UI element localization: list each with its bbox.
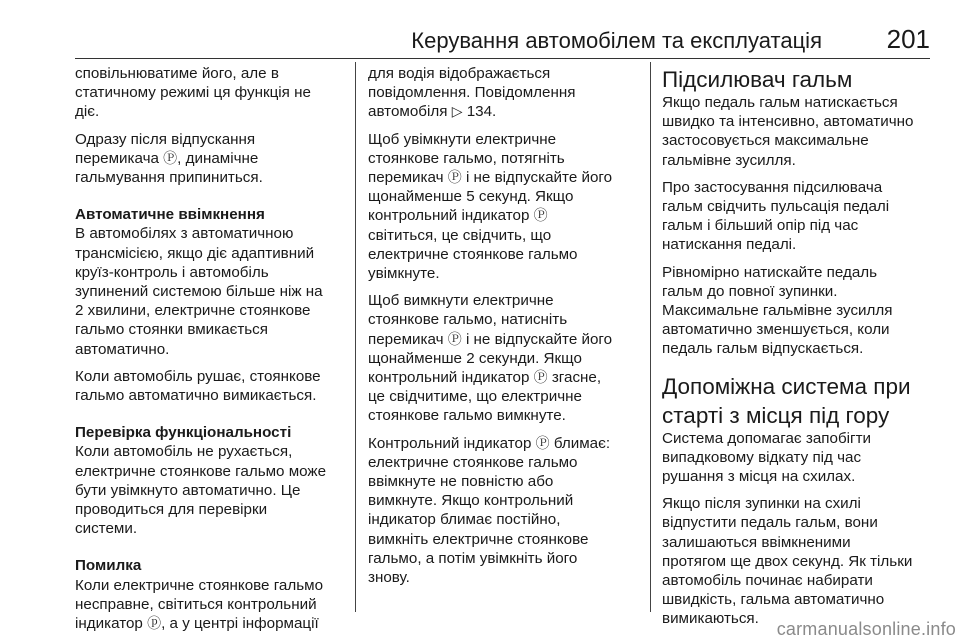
- text-line: Щоб увімкнути електричне: [368, 130, 557, 148]
- text-line: щонайменше 5 секунд. Якщо: [368, 188, 574, 206]
- text-span: і не відпускайте його: [461, 169, 613, 187]
- page-number: 201: [886, 24, 930, 54]
- text-line: зупинений системою більше ніж на: [75, 283, 323, 301]
- paragraph: [368, 64, 636, 122]
- section-fault: [75, 556, 347, 633]
- text-line: Коли автомобіль не рухається,: [75, 443, 293, 461]
- text-line: для водія відображається: [368, 65, 551, 82]
- text-line: вимкнуте. Якщо контрольний: [368, 492, 574, 510]
- paragraph: [662, 93, 934, 170]
- text-line: автоматично.: [75, 340, 170, 358]
- text-line: бути увімкнуто автоматично. Це: [75, 481, 301, 499]
- text-line: повідомлення. Повідомлення: [368, 84, 576, 102]
- parking-brake-icon: Ⓟ: [533, 369, 548, 386]
- text-line: Рівномірно натискайте педаль: [662, 263, 878, 281]
- paragraph: [368, 291, 636, 425]
- column-3: [662, 64, 934, 637]
- text-line: системи.: [75, 520, 138, 538]
- text-span: , динамічне: [177, 149, 259, 167]
- text-line: протягом ще двох секунд. Як тільки: [662, 552, 913, 570]
- section-heading: Автоматичне ввімкнення: [75, 206, 265, 224]
- paragraph: [368, 434, 636, 588]
- text-line: стоянкове гальмо, натисніть: [368, 311, 568, 329]
- text-line: Одразу після відпускання: [75, 130, 256, 148]
- paragraph: [75, 130, 347, 188]
- text-line: гальмівне зусилля.: [662, 151, 796, 169]
- text-line: Якщо педаль гальм натискається: [662, 94, 898, 111]
- text-line: автоматично зменшується, коли: [662, 321, 890, 339]
- column-separator: [650, 62, 651, 612]
- text-line: статичному режимі ця функція не: [75, 84, 311, 102]
- text-line: [75, 149, 347, 168]
- text-line: діє.: [75, 103, 100, 121]
- text-line: Система допомагає запобігти: [662, 429, 872, 447]
- header-title: Керування автомобілем та експлуатація: [411, 28, 822, 53]
- text-span: індикатор: [75, 615, 148, 633]
- brake-fault-icon: ⓟ: [147, 615, 162, 632]
- text-line: електричне стоянкове гальмо: [368, 245, 578, 263]
- text-line: В автомобілях з автоматичною: [75, 225, 294, 243]
- text-line: [368, 434, 636, 453]
- text-line: автомобіль починає набирати: [662, 572, 873, 590]
- text-line: [368, 102, 636, 121]
- text-span: Контрольний індикатор: [368, 434, 536, 452]
- text-span: автомобіля: [368, 103, 452, 121]
- paragraph: [662, 178, 934, 255]
- text-line: це свідчитиме, що електричне: [368, 388, 582, 406]
- column-1: [75, 64, 347, 641]
- text-line: стоянкове гальмо, потягніть: [368, 149, 565, 167]
- text-line: відпустити педаль гальм, вони: [662, 514, 878, 532]
- text-line: педаль гальм відпускається.: [662, 340, 864, 358]
- text-line: електричне стоянкове гальмо може: [75, 462, 327, 480]
- text-line: гальм свідчить пульсація педалі: [662, 198, 890, 216]
- text-line: застосовується максимальне: [662, 132, 869, 150]
- text-line: натискання педалі.: [662, 236, 797, 254]
- section-heading: Помилка: [75, 557, 142, 575]
- paragraph: [662, 429, 934, 487]
- text-line: стоянкове гальмо вимкнуте.: [368, 407, 566, 425]
- text-line: увімкнуте.: [368, 265, 440, 283]
- section-heading: Перевірка функціональності: [75, 424, 292, 442]
- text-span: і не відпускайте його: [461, 330, 613, 348]
- text-span: перемикач: [368, 330, 448, 348]
- text-line: круїз-контроль і автомобіль: [75, 263, 269, 281]
- section-function-check: [75, 423, 347, 538]
- text-line: ввімкнуте не повністю або: [368, 473, 554, 491]
- watermark: carmanualsonline.info: [776, 619, 956, 639]
- column-separator: [355, 62, 356, 612]
- paragraph: [75, 367, 347, 405]
- text-line: Коли автомобіль рушає, стоянкове: [75, 367, 321, 385]
- text-line: 2 хвилини, електричне стоянкове: [75, 302, 311, 320]
- text-line: трансмісією, якщо діє адаптивний: [75, 244, 315, 262]
- parking-brake-icon: Ⓟ: [535, 434, 550, 451]
- text-line: сповільнюватиме його, але в: [75, 65, 279, 82]
- text-span: контрольний індикатор: [368, 207, 534, 225]
- paragraph: [662, 263, 934, 359]
- text-line: [368, 368, 636, 387]
- parking-brake-icon: Ⓟ: [533, 207, 548, 224]
- text-line: вимкніть електричне стоянкове: [368, 530, 589, 548]
- text-line: гальмо стоянки вмикається: [75, 321, 269, 339]
- page-reference-icon: ▷: [451, 103, 463, 120]
- text-line: [368, 168, 636, 187]
- text-line: [75, 614, 347, 633]
- text-span: блимає:: [549, 434, 611, 452]
- paragraph: [75, 64, 347, 122]
- text-line: Коли електричне стоянкове гальмо: [75, 576, 324, 594]
- parking-brake-icon: Ⓟ: [447, 330, 462, 347]
- text-line: проводиться для перевірки: [75, 501, 268, 519]
- page-header: [75, 0, 930, 59]
- text-line: гальмо автоматично вимикається.: [75, 387, 317, 405]
- text-line: швидко та інтенсивно, автоматично: [662, 113, 914, 131]
- text-line: [368, 330, 636, 349]
- text-line: електричне стоянкове гальмо: [368, 453, 578, 471]
- text-line: Максимальне гальмівне зусилля: [662, 302, 893, 320]
- text-line: індикатор блимає постійно,: [368, 511, 561, 529]
- text-line: гальмо, а потім увімкніть його: [368, 549, 578, 567]
- parking-brake-icon: Ⓟ: [163, 149, 178, 166]
- text-line: знову.: [368, 569, 410, 587]
- text-line: [368, 206, 636, 225]
- section-automatic: [75, 205, 347, 359]
- text-line: випадковому відкату під час: [662, 448, 862, 466]
- text-line: несправне, світиться контрольний: [75, 595, 317, 613]
- heading-hill-start-assist: Допоміжна система при: [662, 373, 911, 399]
- text-line: залишаються ввімкненими: [662, 533, 851, 551]
- text-line: світиться, це свідчить, що: [368, 226, 552, 244]
- text-span: згасне,: [547, 369, 602, 387]
- text-line: Про застосування підсилювача: [662, 178, 883, 196]
- text-line: швидкість, гальма автоматично: [662, 591, 885, 609]
- text-span: 134.: [462, 103, 497, 121]
- text-span: контрольний індикатор: [368, 369, 534, 387]
- text-line: рушання з місця на схилах.: [662, 468, 856, 486]
- text-line: гальм і більший опір під час: [662, 217, 859, 235]
- text-span: перемикача: [75, 149, 164, 167]
- text-line: щонайменше 2 секунди. Якщо: [368, 349, 582, 367]
- heading-brake-assist: Підсилювач гальм: [662, 67, 853, 92]
- text-line: Якщо після зупинки на схилі: [662, 495, 861, 513]
- text-span: , а у центрі інформації: [161, 615, 319, 633]
- paragraph: [662, 494, 934, 628]
- text-line: гальмування припиниться.: [75, 169, 263, 187]
- text-span: перемикач: [368, 169, 448, 187]
- column-2: [368, 64, 636, 595]
- parking-brake-icon: Ⓟ: [447, 169, 462, 186]
- text-line: Щоб вимкнути електричне: [368, 292, 554, 310]
- paragraph: [368, 130, 636, 284]
- text-line: вимикаються.: [662, 610, 759, 628]
- heading-hill-start-assist: старті з місця під гору: [662, 402, 890, 428]
- text-line: гальм до повної зупинки.: [662, 282, 838, 300]
